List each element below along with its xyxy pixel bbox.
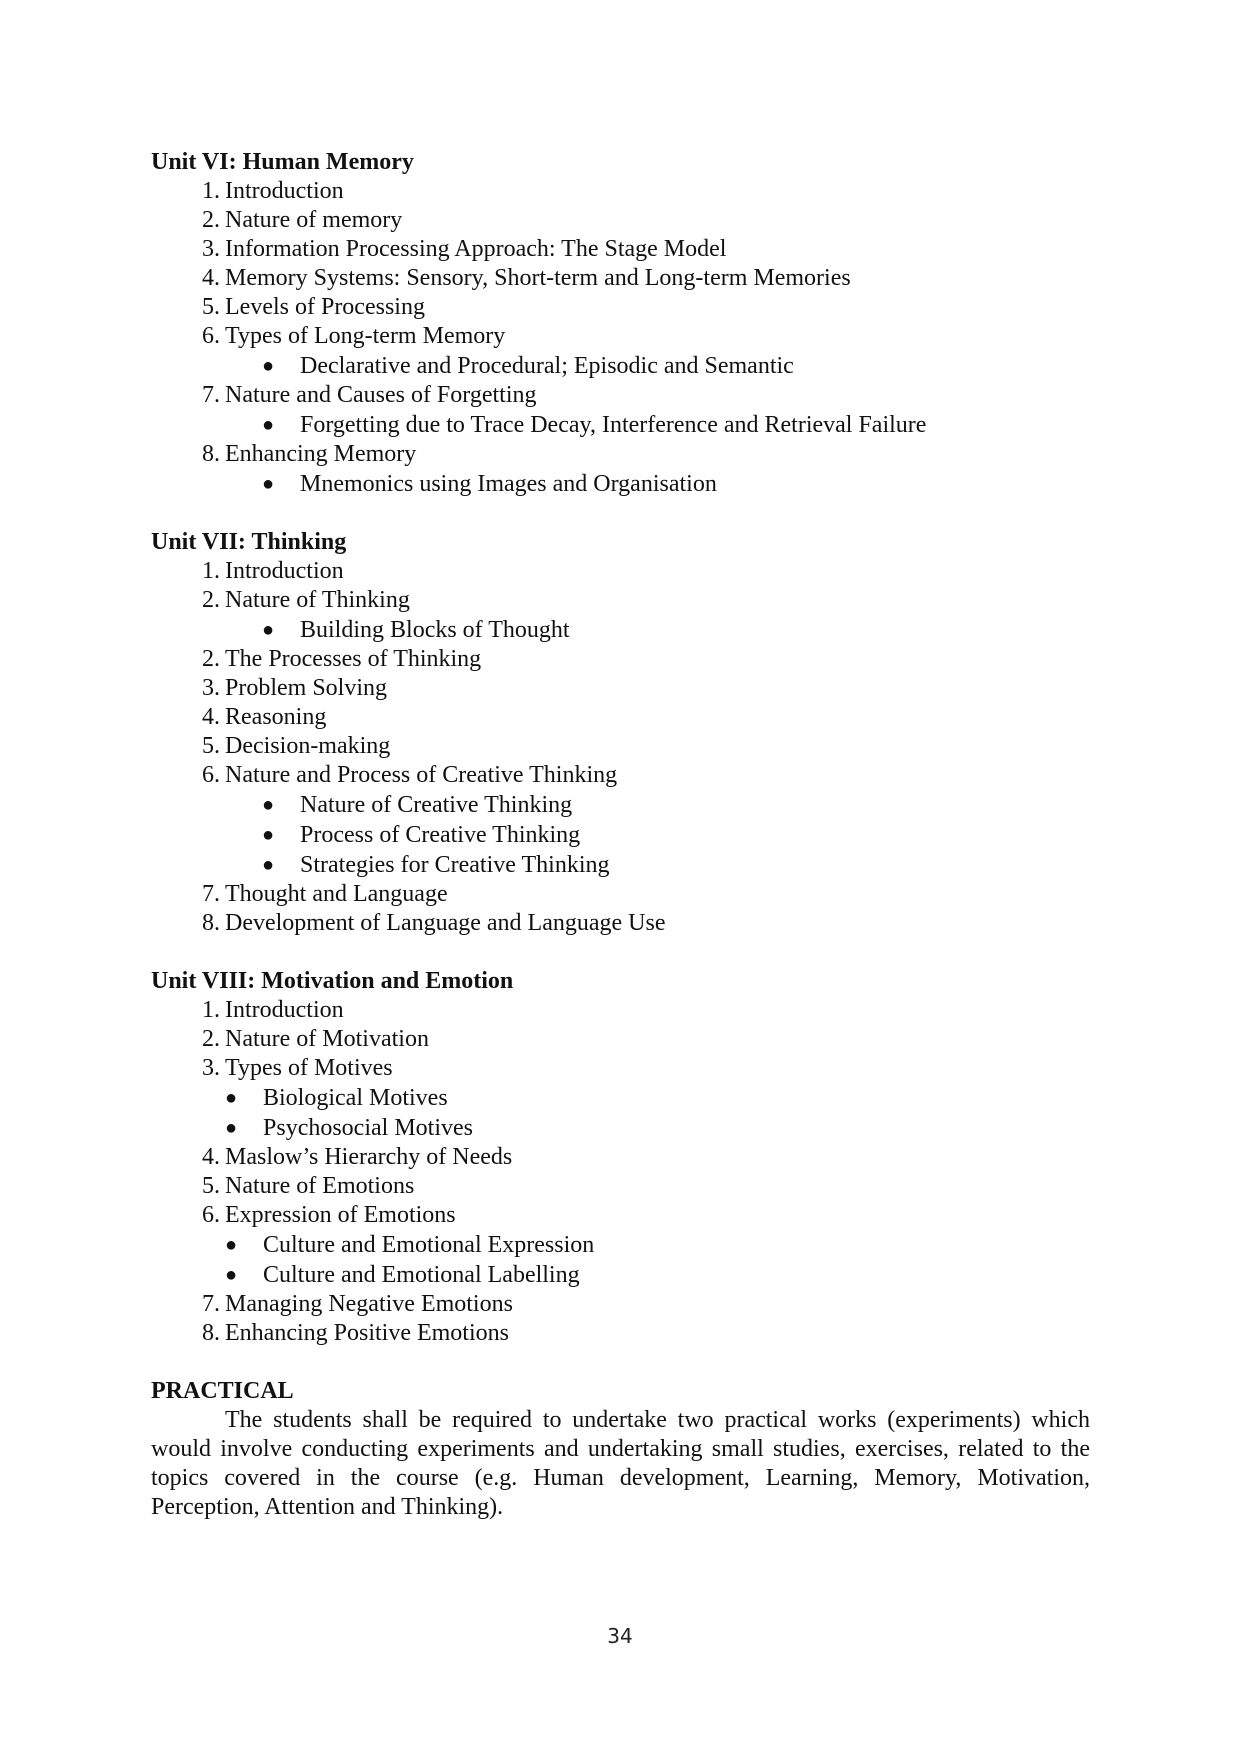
list-item <box>151 1025 1090 1054</box>
sub-item <box>151 850 1090 880</box>
topic-list <box>151 177 1090 499</box>
list-item <box>151 381 1090 410</box>
unit-heading: Unit VI: Human Memory <box>151 149 414 175</box>
list-item <box>151 1054 1090 1083</box>
item-number: 3. <box>202 675 220 701</box>
item-text: Reasoning <box>225 704 327 730</box>
list-item <box>151 293 1090 322</box>
unit-section <box>151 148 1090 499</box>
item-number: 8. <box>202 1320 220 1346</box>
item-text: Maslow’s Hierarchy of Needs <box>225 1144 513 1170</box>
sub-item-text: Biological Motives <box>263 1085 448 1111</box>
unit-section <box>151 967 1090 1348</box>
item-text: Levels of Processing <box>225 294 425 320</box>
list-item <box>151 761 1090 790</box>
item-number: 8. <box>202 441 220 467</box>
list-item <box>151 1319 1090 1348</box>
sub-item-text: Nature of Creative Thinking <box>300 792 573 818</box>
list-item <box>151 557 1090 586</box>
sub-item <box>151 1113 1090 1143</box>
list-item <box>151 322 1090 351</box>
bullet-icon: ● <box>225 1087 238 1109</box>
list-item <box>151 674 1090 703</box>
sub-item <box>151 820 1090 850</box>
item-number: 5. <box>202 294 220 320</box>
list-item <box>151 1172 1090 1201</box>
page-number: 34 <box>607 1624 633 1648</box>
item-text: Types of Long-term Memory <box>225 323 506 349</box>
item-text: Enhancing Memory <box>225 441 417 467</box>
sub-item-text: Culture and Emotional Labelling <box>263 1262 580 1288</box>
item-number: 5. <box>202 733 220 759</box>
sub-item <box>151 351 1090 381</box>
item-text: Nature and Process of Creative Thinking <box>225 762 618 788</box>
sub-item-text: Process of Creative Thinking <box>300 822 581 848</box>
item-number: 1. <box>202 558 220 584</box>
list-item <box>151 732 1090 761</box>
sub-item <box>151 410 1090 440</box>
sub-item <box>151 1230 1090 1260</box>
item-text: The Processes of Thinking <box>225 646 482 672</box>
sub-item <box>151 790 1090 820</box>
list-item <box>151 440 1090 469</box>
list-item <box>151 206 1090 235</box>
item-number: 6. <box>202 762 220 788</box>
item-number: 2. <box>202 646 220 672</box>
bullet-icon: ● <box>262 824 275 846</box>
sub-item-text: Building Blocks of Thought <box>300 617 570 643</box>
sub-item-text: Forgetting due to Trace Decay, Interference and Retrieval Failure <box>300 412 927 438</box>
item-text: Introduction <box>225 997 344 1023</box>
list-item <box>151 996 1090 1025</box>
bullet-icon: ● <box>262 794 275 816</box>
item-number: 7. <box>202 382 220 408</box>
item-text: Introduction <box>225 178 344 204</box>
item-text: Problem Solving <box>225 675 388 701</box>
item-text: Nature of Emotions <box>225 1173 415 1199</box>
bullet-icon: ● <box>225 1117 238 1139</box>
item-number: 1. <box>202 178 220 204</box>
item-number: 5. <box>202 1173 220 1199</box>
bullet-icon: ● <box>262 619 275 641</box>
sub-item-text: Mnemonics using Images and Organisation <box>300 471 717 497</box>
item-text: Development of Language and Language Use <box>225 910 666 936</box>
practical-section <box>151 1377 1090 1522</box>
sub-item <box>151 615 1090 645</box>
list-item <box>151 1143 1090 1172</box>
bullet-icon: ● <box>262 414 275 436</box>
topic-list <box>151 557 1090 938</box>
item-text: Managing Negative Emotions <box>225 1291 513 1317</box>
sub-item-text: Culture and Emotional Expression <box>263 1232 595 1258</box>
item-text: Types of Motives <box>225 1055 393 1081</box>
item-text: Memory Systems: Sensory, Short-term and Long-term Memories <box>225 265 851 291</box>
list-item <box>151 235 1090 264</box>
item-text: Decision-making <box>225 733 391 759</box>
sub-item-text: Strategies for Creative Thinking <box>300 852 610 878</box>
list-item <box>151 586 1090 615</box>
item-text: Thought and Language <box>225 881 448 907</box>
item-number: 7. <box>202 881 220 907</box>
item-text: Introduction <box>225 558 344 584</box>
item-text: Nature of memory <box>225 207 403 233</box>
sub-item-text: Psychosocial Motives <box>263 1115 473 1141</box>
item-number: 2. <box>202 1026 220 1052</box>
unit-heading: Unit VII: Thinking <box>151 529 347 555</box>
bullet-icon: ● <box>262 355 275 377</box>
item-number: 1. <box>202 997 220 1023</box>
list-item <box>151 703 1090 732</box>
item-text: Nature and Causes of Forgetting <box>225 382 537 408</box>
item-text: Nature of Motivation <box>225 1026 429 1052</box>
sub-item <box>151 1260 1090 1290</box>
item-number: 8. <box>202 910 220 936</box>
item-number: 3. <box>202 236 220 262</box>
item-text: Expression of Emotions <box>225 1202 456 1228</box>
item-text: Enhancing Positive Emotions <box>225 1320 509 1346</box>
list-item <box>151 909 1090 938</box>
list-item <box>151 645 1090 674</box>
bullet-icon: ● <box>262 854 275 876</box>
item-number: 4. <box>202 704 220 730</box>
list-item <box>151 1290 1090 1319</box>
item-number: 7. <box>202 1291 220 1317</box>
bullet-icon: ● <box>225 1264 238 1286</box>
unit-section <box>151 528 1090 938</box>
sub-item-text: Declarative and Procedural; Episodic and Semantic <box>300 353 794 379</box>
item-number: 6. <box>202 323 220 349</box>
item-number: 2. <box>202 587 220 613</box>
document-page <box>151 148 1090 1522</box>
list-item <box>151 177 1090 206</box>
bullet-icon: ● <box>225 1234 238 1256</box>
practical-paragraph: The students shall be required to undertake two practical works (experiments) which would involve conducting experiments and undertaking small studies, exercises, related to the topics covered in the course (e.g. Human development, Learning, Memory, Motivation, Perception, Attention and Thinking). <box>151 1407 1090 1520</box>
list-item <box>151 880 1090 909</box>
list-item <box>151 1201 1090 1230</box>
practical-heading: PRACTICAL <box>151 1378 294 1404</box>
topic-list <box>151 996 1090 1348</box>
item-number: 4. <box>202 265 220 291</box>
item-number: 4. <box>202 1144 220 1170</box>
item-number: 3. <box>202 1055 220 1081</box>
item-number: 2. <box>202 207 220 233</box>
bullet-icon: ● <box>262 473 275 495</box>
item-text: Information Processing Approach: The Stage Model <box>225 236 727 262</box>
unit-heading: Unit VIII: Motivation and Emotion <box>151 968 514 994</box>
item-text: Nature of Thinking <box>225 587 410 613</box>
item-number: 6. <box>202 1202 220 1228</box>
sub-item <box>151 469 1090 499</box>
sub-item <box>151 1083 1090 1113</box>
list-item <box>151 264 1090 293</box>
